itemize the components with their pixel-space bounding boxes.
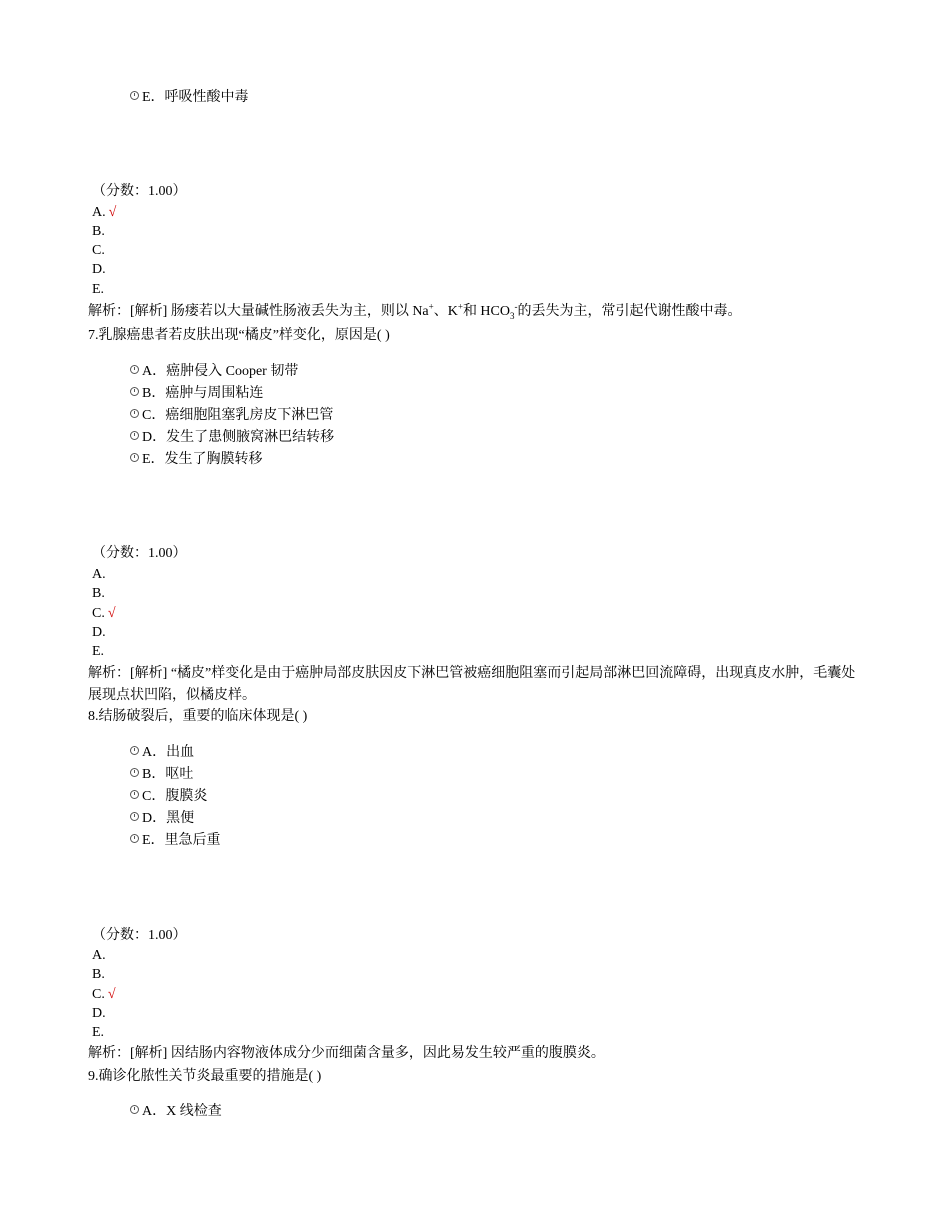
answer-item: A. √ <box>92 205 117 220</box>
answer-item: C. √ <box>92 987 116 1002</box>
option-radio[interactable] <box>130 428 334 448</box>
answer-item: A. <box>92 948 106 963</box>
answer-item: D. <box>92 1006 106 1021</box>
question-title: 7.乳腺癌患者若皮肤出现“橘皮”样变化，原因是( ) <box>88 328 390 343</box>
radio-icon[interactable] <box>130 409 139 418</box>
explanation: 解析：[解析] 肠瘘若以大量碱性肠液丢失为主，则以 Na+、K+和 $HCO_3^-$的丢失为主，常引起代谢性酸中毒。 <box>88 301 742 321</box>
radio-icon[interactable] <box>130 768 139 777</box>
option-radio[interactable] <box>130 1102 222 1122</box>
radio-icon[interactable] <box>130 1105 139 1114</box>
radio-icon[interactable] <box>130 453 139 462</box>
option-radio[interactable] <box>130 743 194 763</box>
score-label: （分数：1.00） <box>92 184 187 199</box>
explanation: 解析：[解析] 因结肠内容物液体成分少而细菌含量多，因此易发生较严重的腹膜炎。 <box>88 1046 605 1061</box>
radio-icon[interactable] <box>130 91 139 100</box>
option-radio[interactable] <box>130 831 221 851</box>
correct-mark: √ <box>107 987 116 1002</box>
answer-item: D. <box>92 625 106 640</box>
question-title: 8.结肠破裂后，重要的临床体现是( ) <box>88 709 308 724</box>
score-label: （分数：1.00） <box>92 546 187 561</box>
option-label: A．X 线检查 <box>142 1104 222 1119</box>
option-radio[interactable] <box>130 384 263 404</box>
option-label: A．癌肿侵入 Cooper 韧带 <box>142 364 299 379</box>
option-label: A．出血 <box>142 745 195 760</box>
option-label: C．癌细胞阻塞乳房皮下淋巴管 <box>142 408 334 423</box>
radio-icon[interactable] <box>130 387 139 396</box>
answer-item: B. <box>92 967 105 982</box>
option-radio[interactable] <box>130 88 249 108</box>
score-label: （分数：1.00） <box>92 928 187 943</box>
option-label: E．发生了胸膜转移 <box>142 452 263 467</box>
answer-item: A. <box>92 567 106 582</box>
answer-item: B. <box>92 224 105 239</box>
correct-mark: √ <box>108 205 117 220</box>
option-radio[interactable] <box>130 809 194 829</box>
question-title: 9.确诊化脓性关节炎最重要的措施是( ) <box>88 1069 322 1084</box>
answer-item: E. <box>92 644 105 659</box>
radio-icon[interactable] <box>130 812 139 821</box>
option-radio[interactable] <box>130 450 263 470</box>
answer-item: C. √ <box>92 606 116 621</box>
radio-icon[interactable] <box>130 746 139 755</box>
option-label: D．发生了患侧腋窝淋巴结转移 <box>142 430 335 445</box>
radio-icon[interactable] <box>130 834 139 843</box>
option-radio[interactable] <box>130 362 298 382</box>
option-radio[interactable] <box>130 765 193 785</box>
option-label: C．腹膜炎 <box>142 789 208 804</box>
option-label: B．癌肿与周围粘连 <box>142 386 264 401</box>
option-label: B．呕吐 <box>142 767 194 782</box>
option-radio[interactable] <box>130 406 333 426</box>
radio-icon[interactable] <box>130 365 139 374</box>
answer-item: B. <box>92 586 105 601</box>
option-radio[interactable] <box>130 787 207 807</box>
option-label: E．呼吸性酸中毒 <box>142 90 249 105</box>
answer-item: D. <box>92 262 106 277</box>
explanation: 解析：[解析] “橘皮”样变化是由于癌肿局部皮肤因皮下淋巴管被癌细胞阻塞而引起局部淋巴回流障碍，出现真皮水肿，毛囊处展现点状凹陷，似橘皮样。 <box>88 666 856 703</box>
answer-item: E. <box>92 282 105 297</box>
answer-item: E. <box>92 1025 105 1040</box>
answer-item: C. <box>92 243 105 258</box>
correct-mark: √ <box>107 606 116 621</box>
option-label: D．黑便 <box>142 811 195 826</box>
radio-icon[interactable] <box>130 790 139 799</box>
option-label: E．里急后重 <box>142 833 221 848</box>
radio-icon[interactable] <box>130 431 139 440</box>
